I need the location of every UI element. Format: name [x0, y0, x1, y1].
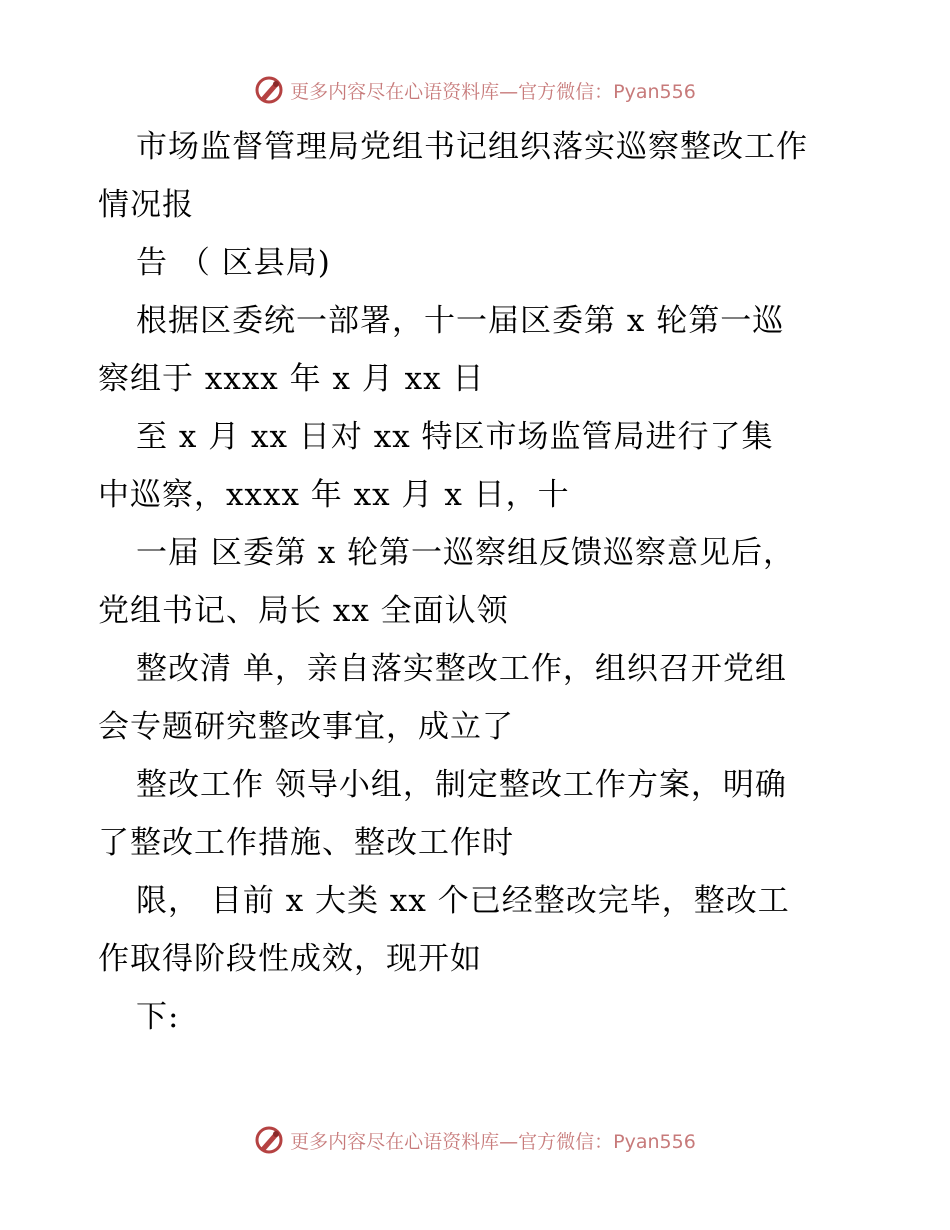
watermark-banner-bottom	[0, 1120, 950, 1160]
document-line: 作取得阶段性成效，现开如	[98, 941, 482, 977]
document-line: 中巡察，xxxx 年 xx 月 x 日，十	[98, 477, 570, 513]
watermark-text: 更多内容尽在心语资料库—官方微信：Pyan556	[290, 80, 696, 103]
document-line: 整改工作 领导小组，制定整改工作方案，明确	[136, 767, 787, 803]
document-line: 至 x 月 xx 日对 xx 特区市场监管局进行了集	[136, 419, 774, 455]
pen-logo-icon	[254, 75, 284, 105]
watermark-text: 更多内容尽在心语资料库—官方微信：Pyan556	[290, 1130, 696, 1153]
document-line: 下:	[136, 999, 180, 1035]
document-line: 告 （ 区县局)	[136, 245, 331, 281]
document-line: 整改清 单，亲自落实整改工作，组织召开党组	[136, 651, 787, 687]
document-line: 会专题研究整改事宜，成立了	[98, 709, 514, 745]
document-line: 市场监督管理局党组书记组织落实巡察整改工作	[136, 129, 808, 165]
document-line: 党组书记、局长 xx 全面认领	[98, 593, 509, 629]
document-line: 情况报	[98, 187, 194, 223]
watermark-banner-top	[0, 70, 950, 110]
document-line: 了整改工作措施、整改工作时	[98, 825, 514, 861]
document-body	[98, 118, 858, 1046]
document-line: 限， 目前 x 大类 xx 个已经整改完毕，整改工	[136, 883, 790, 919]
pen-logo-icon	[254, 1125, 284, 1155]
document-line: 根据区委统一部署，十一届区委第 x 轮第一巡	[136, 303, 785, 339]
document-line: 一届 区委第 x 轮第一巡察组反馈巡察意见后，	[136, 535, 796, 571]
document-line: 察组于 xxxx 年 x 月 xx 日	[98, 361, 485, 397]
